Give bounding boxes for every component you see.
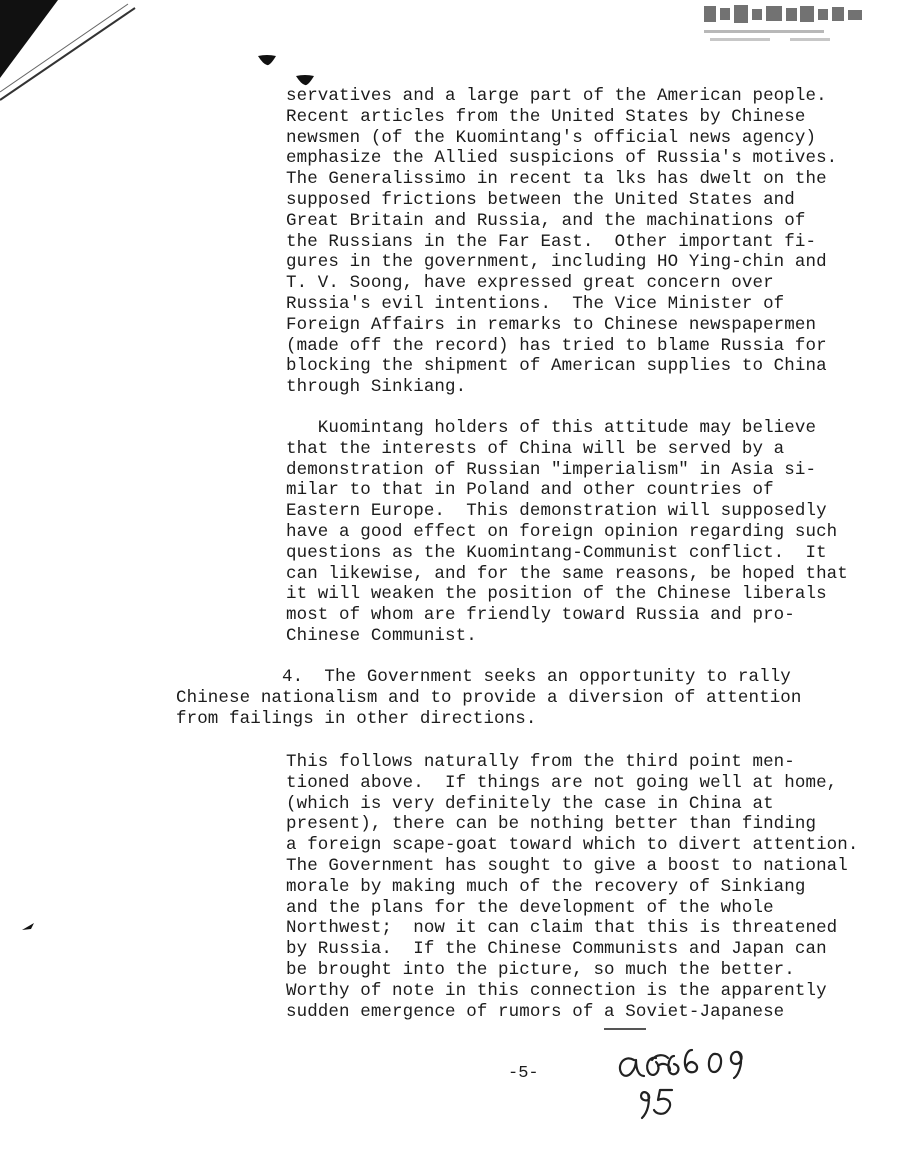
- paragraph-4: [286, 752, 859, 1022]
- punch-mark: [258, 54, 276, 66]
- stamp-mark: [700, 0, 870, 50]
- text-line: Russia's evil intentions. The Vice Minister of: [286, 293, 785, 314]
- text-line: most of whom are friendly toward Russia and pro-: [286, 605, 795, 626]
- text-line: (which is very definitely the case in China at: [286, 793, 774, 814]
- corner-scan-artifact: [0, 0, 140, 110]
- text-line: (made off the record) has tried to blame Russia for: [286, 335, 827, 356]
- text-line: morale by making much of the recovery of Sinkiang: [286, 876, 806, 897]
- punch-mark: [296, 74, 314, 86]
- text-line: Great Britain and Russia, and the machinations of: [286, 210, 806, 231]
- text-line: 4. The Government seeks an opportunity to rally: [176, 667, 791, 687]
- text-line: can likewise, and for the same reasons, be hoped that: [286, 563, 848, 584]
- text-line: Chinese nationalism and to provide a diversion of attention: [176, 687, 802, 708]
- text-line: Kuomintang holders of this attitude may believe: [286, 418, 817, 438]
- text-line: it will weaken the position of the Chinese liberals: [286, 584, 827, 605]
- text-line: questions as the Kuomintang-Communist conflict. It: [286, 542, 827, 563]
- text-line: present), there can be nothing better than finding: [286, 814, 817, 835]
- text-line: be brought into the picture, so much the better.: [286, 959, 795, 980]
- text-line: Northwest; now it can claim that this is threatened: [286, 918, 838, 939]
- text-line: from failings in other directions.: [176, 708, 537, 729]
- text-line: have a good effect on foreign opinion regarding such: [286, 521, 838, 542]
- text-line: T. V. Soong, have expressed great concern over: [286, 273, 774, 294]
- text-line: through Sinkiang.: [286, 377, 467, 398]
- text-line: Recent articles from the United States by Chinese: [286, 106, 806, 127]
- text-line: Eastern Europe. This demonstration will supposedly: [286, 501, 827, 522]
- handwritten-annotation: [612, 1036, 792, 1126]
- text-line: This follows naturally from the third point men-: [286, 752, 795, 772]
- text-line: emphasize the Allied suspicions of Russia's motives.: [286, 148, 838, 169]
- text-line: servatives and a large part of the American people.: [286, 86, 827, 106]
- text-line: demonstration of Russian "imperialism" in Asia si-: [286, 459, 817, 480]
- text-line: by Russia. If the Chinese Communists and Japan can: [286, 939, 827, 960]
- text-line: milar to that in Poland and other countries of: [286, 480, 774, 501]
- paragraph-2: [286, 418, 848, 647]
- text-line: and the plans for the development of the whole: [286, 897, 774, 918]
- text-line: newsmen (of the Kuomintang's official news agency): [286, 127, 817, 148]
- text-line: blocking the shipment of American supplies to China: [286, 356, 827, 377]
- text-line: the Russians in the Far East. Other important fi-: [286, 231, 817, 252]
- text-line: Foreign Affairs in remarks to Chinese newspapermen: [286, 314, 817, 335]
- text-line: gures in the government, including HO Ying-chin and: [286, 252, 827, 273]
- text-line: The Government has sought to give a boost to national: [286, 855, 848, 876]
- text-line: The Generalissimo in recent ta lks has dwelt on the: [286, 169, 827, 190]
- text-line: Chinese Communist.: [286, 625, 477, 646]
- page-number: -5-: [508, 1064, 539, 1083]
- text-line: that the interests of China will be served by a: [286, 438, 785, 459]
- paragraph-1: [286, 86, 837, 398]
- text-line: supposed frictions between the United States and: [286, 189, 795, 210]
- text-line: tioned above. If things are not going well at home,: [286, 772, 838, 793]
- text-line: sudden emergence of rumors of a Soviet-Japanese: [286, 1001, 785, 1022]
- margin-mark: [22, 922, 36, 932]
- text-line: Worthy of note in this connection is the apparently: [286, 980, 827, 1001]
- paragraph-3-point-4: [176, 667, 802, 729]
- stray-mark: [604, 1028, 646, 1030]
- text-line: a foreign scape-goat toward which to divert attention.: [286, 835, 859, 856]
